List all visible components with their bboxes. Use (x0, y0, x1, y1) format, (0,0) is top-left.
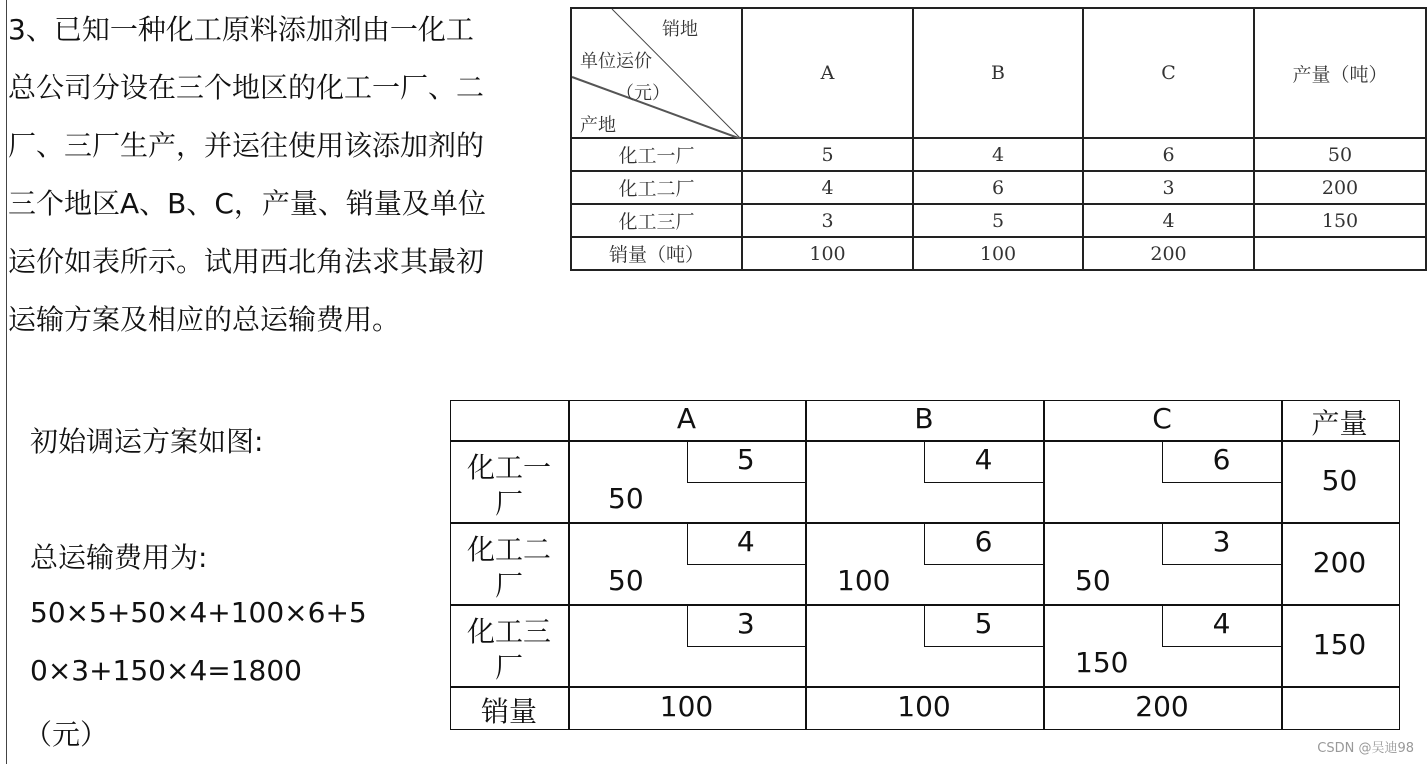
unit-cost: 3 (736, 607, 755, 640)
allocation: 50 (608, 482, 644, 515)
allocation: 50 (1075, 564, 1111, 597)
formula-line: 0×3+150×4=1800 (30, 654, 302, 687)
total-label: 总运输费用为: (30, 541, 208, 574)
corner-bottom: 产地 (580, 115, 616, 136)
unit-cost: 4 (1212, 607, 1231, 640)
cost-cell: 100 (742, 237, 913, 270)
corner-middle: 单位运价 (580, 51, 652, 72)
cost-cell: 3 (742, 204, 913, 237)
demand-value: 100 (897, 690, 951, 723)
row-label: 化工二厂 (571, 171, 742, 204)
cost-cell: 5 (742, 138, 913, 171)
row-label: 化工一厂 (571, 138, 742, 171)
question-line: 运输方案及相应的总运输费用。 (8, 303, 401, 336)
supply-value: 200 (1312, 546, 1367, 579)
plan-header: 产量 (1311, 407, 1368, 440)
unit-cost: 6 (1212, 443, 1231, 476)
unit-cost: 5 (974, 607, 993, 640)
plan-header: B (914, 402, 934, 435)
factory-label: 化工一 (466, 451, 551, 484)
unit-cost: 4 (974, 443, 993, 476)
cost-cell: 4 (913, 138, 1083, 171)
supply-value: 50 (1321, 464, 1358, 497)
unit-cost: 5 (736, 443, 755, 476)
allocation: 50 (608, 564, 644, 597)
cost-cell: 200 (1254, 171, 1426, 204)
factory-label: 化工三 (466, 615, 551, 648)
question-line: 厂、三厂生产，并运往使用该添加剂的 (8, 129, 485, 162)
header-b: B (913, 8, 1083, 138)
demand-label: 销量 (480, 695, 537, 728)
unit-cost: 3 (1212, 525, 1231, 558)
corner-top: 销地 (662, 19, 698, 40)
cost-cell: 200 (1083, 237, 1254, 270)
header-c: C (1083, 8, 1254, 138)
factory-label: 厂 (494, 569, 523, 602)
plan-cell (1281, 686, 1400, 730)
watermark: CSDN @吴迪98 (1317, 741, 1414, 756)
allocation: 100 (837, 564, 891, 597)
cost-cell: 50 (1254, 138, 1426, 171)
factory-label: 厂 (494, 487, 523, 520)
cost-cell: 4 (742, 171, 913, 204)
header-a: A (742, 8, 913, 138)
cost-cell: 6 (1083, 138, 1254, 171)
cost-table (570, 7, 1427, 271)
plan-header: A (676, 402, 697, 435)
cost-cell (1254, 237, 1426, 270)
question-line: 3、已知一种化工原料添加剂由一化工 (8, 13, 474, 46)
intro-text: 初始调运方案如图: (30, 425, 264, 458)
formula-line: 50×5+50×4+100×6+5 (30, 596, 367, 629)
question-line: 运价如表所示。试用西北角法求其最初 (8, 245, 485, 278)
unit-cost: 4 (736, 525, 755, 558)
formula-line: （元） (24, 718, 109, 751)
demand-value: 100 (659, 690, 714, 723)
cost-cell: 5 (913, 204, 1083, 237)
row-label: 销量（吨） (571, 237, 742, 270)
factory-label: 厂 (494, 651, 523, 684)
cost-cell: 100 (913, 237, 1083, 270)
demand-value: 200 (1135, 690, 1189, 723)
left-border (6, 0, 7, 764)
corner-unit: （元） (616, 83, 670, 104)
question-line: 三个地区A、B、C，产量、销量及单位 (8, 187, 486, 220)
cost-cell: 150 (1254, 204, 1426, 237)
cost-cell: 4 (1083, 204, 1254, 237)
corner-header (571, 8, 742, 138)
question-line: 总公司分设在三个地区的化工一厂、二 (8, 71, 485, 104)
supply-value: 150 (1312, 628, 1367, 661)
unit-cost: 6 (974, 525, 993, 558)
allocation: 150 (1075, 646, 1129, 679)
factory-label: 化工二 (466, 533, 551, 566)
row-label: 化工三厂 (571, 204, 742, 237)
cost-cell: 3 (1083, 171, 1254, 204)
cost-cell: 6 (913, 171, 1083, 204)
plan-header: C (1152, 402, 1172, 435)
plan-cell (450, 400, 570, 442)
header-supply: 产量（吨） (1254, 8, 1426, 138)
